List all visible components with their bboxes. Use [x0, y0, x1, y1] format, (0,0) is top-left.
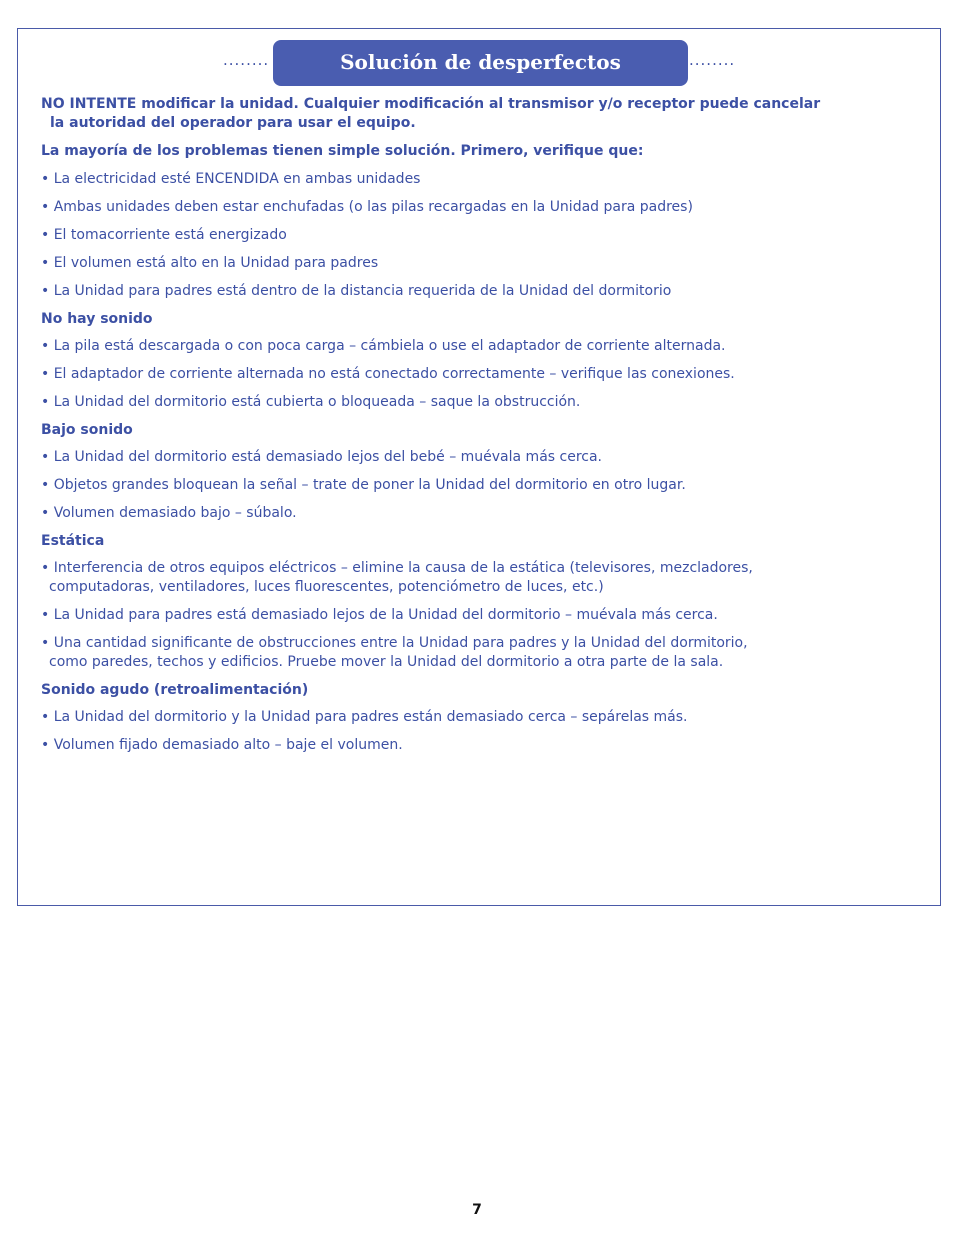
list-item: • La pila está descargada o con poca carga – cámbiela o use el adaptador de corriente alternada. [41, 338, 726, 354]
list-item-continuation: computadoras, ventiladores, luces fluorescentes, potenciómetro de luces, etc.) [49, 579, 604, 595]
section-heading-low-sound: Bajo sonido [41, 422, 133, 438]
list-item: • Objetos grandes bloquean la señal – trate de poner la Unidad del dormitorio en otro lugar. [41, 477, 686, 493]
list-item-continuation: como paredes, techos y edificios. Pruebe mover la Unidad del dormitorio a otra parte de la sala. [49, 654, 724, 670]
warning-line-2: la autoridad del operador para usar el equipo. [50, 115, 416, 131]
check-item: • La electricidad esté ENCENDIDA en ambas unidades [41, 171, 421, 187]
section-heading-no-sound: No hay sonido [41, 311, 153, 327]
section-heading-feedback: Sonido agudo (retroalimentación) [41, 682, 309, 698]
list-item: • La Unidad del dormitorio está demasiado lejos del bebé – muévala más cerca. [41, 449, 602, 465]
list-item: • Volumen demasiado bajo – súbalo. [41, 505, 297, 521]
list-item-line: • Una cantidad significante de obstrucciones entre la Unidad para padres y la Unidad del dormitorio, [41, 635, 748, 651]
list-item [41, 634, 921, 672]
list-item: • El adaptador de corriente alternada no está conectado correctamente – verifique las conexiones. [41, 366, 735, 382]
section-heading-static: Estática [41, 533, 105, 549]
intro-text: La mayoría de los problemas tienen simple solución. Primero, verifique que: [41, 143, 644, 159]
content-frame [17, 28, 941, 906]
check-item: • El volumen está alto en la Unidad para padres [41, 255, 379, 271]
page-title: Solución de desperfectos [273, 40, 688, 86]
title-dots-left: ........ [223, 51, 270, 69]
list-item: • La Unidad para padres está demasiado lejos de la Unidad del dormitorio – muévala más cerca. [41, 607, 718, 623]
title-dots-right: ........ [689, 51, 736, 69]
page-number: 7 [472, 1202, 482, 1218]
list-item: • La Unidad del dormitorio y la Unidad para padres están demasiado cerca – sepárelas más. [41, 709, 688, 725]
check-item: • Ambas unidades deben estar enchufadas (o las pilas recargadas en la Unidad para padres) [41, 199, 693, 215]
title-row [18, 40, 940, 86]
list-item: • La Unidad del dormitorio está cubierta o bloqueada – saque la obstrucción. [41, 394, 581, 410]
list-item: • Volumen fijado demasiado alto – baje el volumen. [41, 737, 403, 753]
content-body [41, 95, 921, 764]
list-item-line: • Interferencia de otros equipos eléctricos – elimine la causa de la estática (televisores, mezcladores, [41, 560, 753, 576]
list-item [41, 559, 921, 597]
check-item: • El tomacorriente está energizado [41, 227, 287, 243]
warning-line-1: NO INTENTE modificar la unidad. Cualquier modificación al transmisor y/o receptor puede cancelar [41, 96, 821, 112]
check-item: • La Unidad para padres está dentro de la distancia requerida de la Unidad del dormitorio [41, 283, 672, 299]
